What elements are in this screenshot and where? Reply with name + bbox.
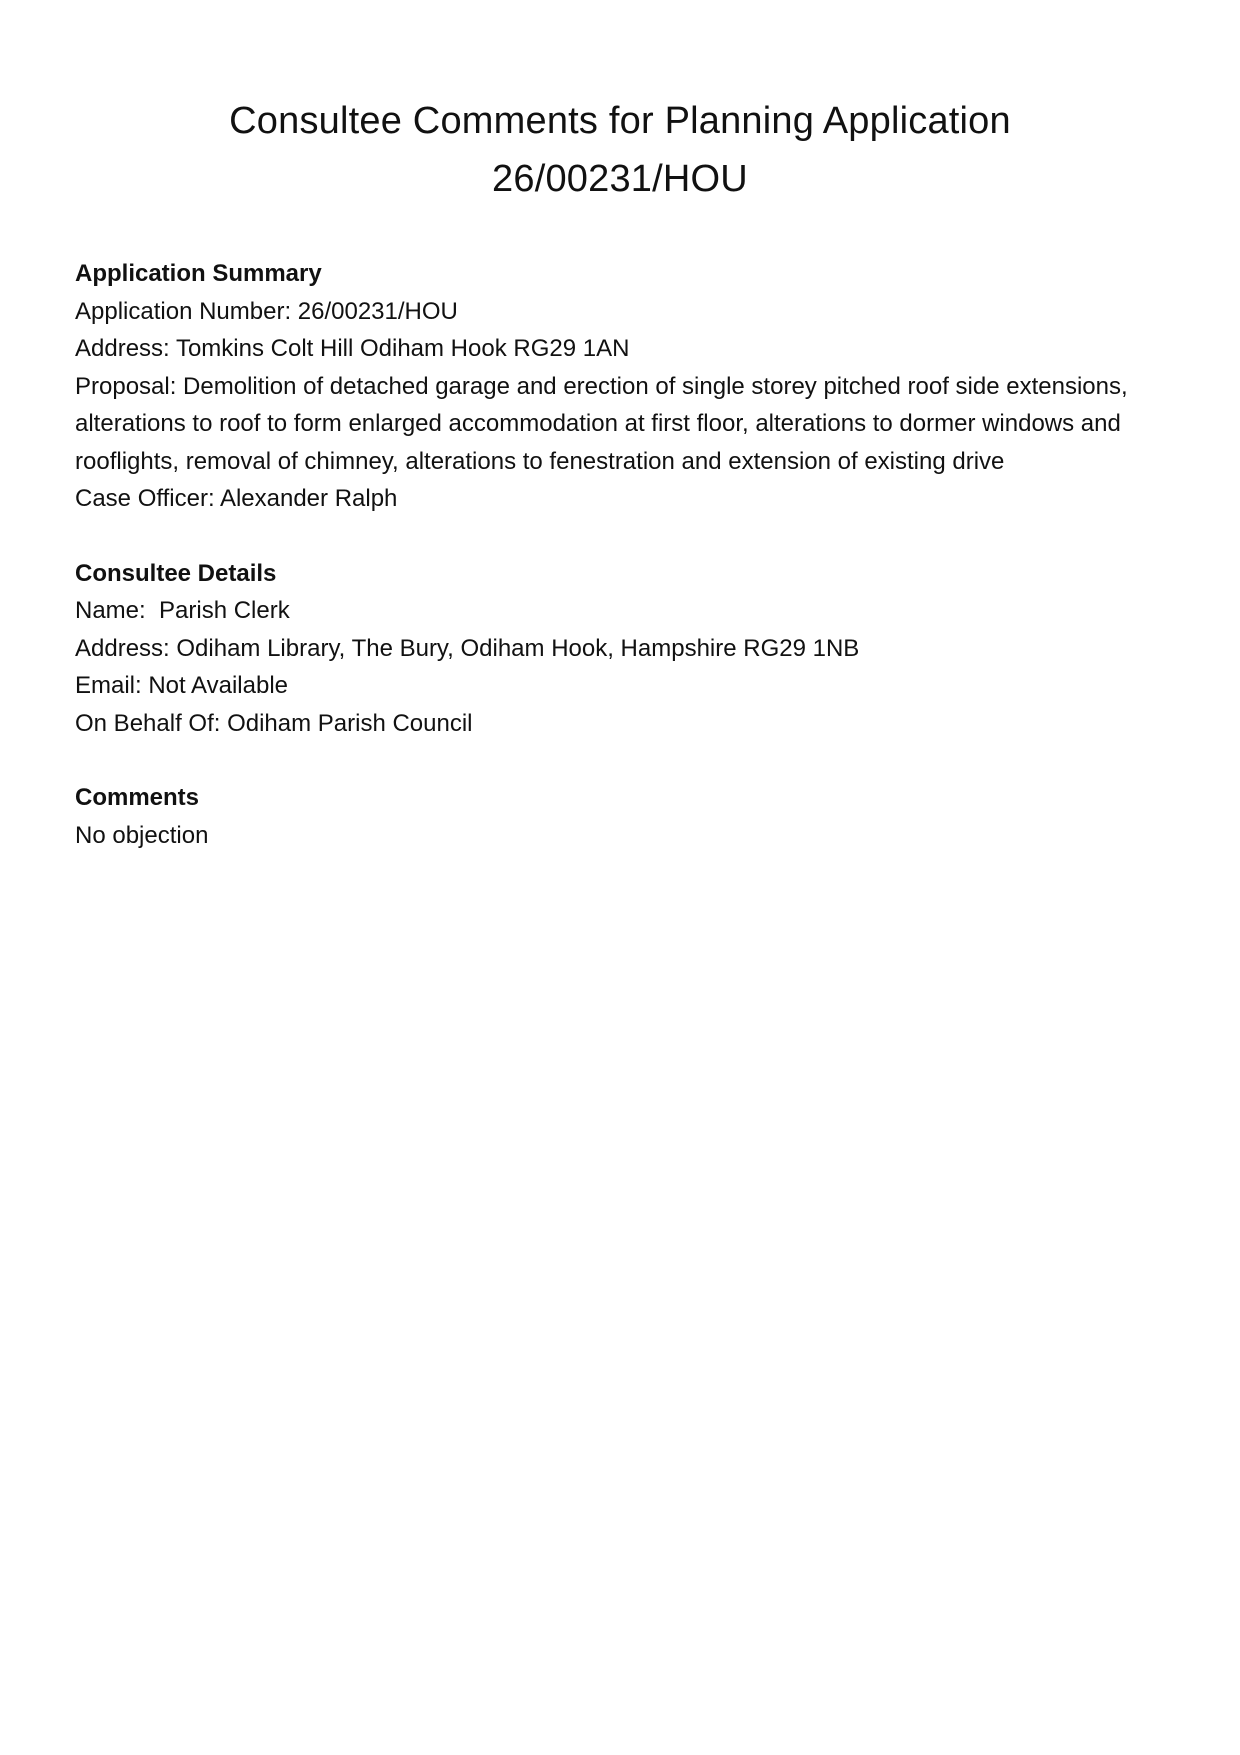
case-officer: Case Officer: Alexander Ralph	[75, 485, 398, 512]
application-summary-section	[75, 255, 1165, 518]
application-number: Application Number: 26/00231/HOU	[75, 297, 458, 325]
proposal-text: Proposal: Demolition of detached garage and erection of single storey pitched roof side extensions, alterations to roof to form enlarged accommodation at first floor, alterations to dormer windows and rooflights, removal of chimney, alterations to fenestration and extension of existing drive	[75, 372, 1128, 475]
consultee-address: Address: Odiham Library, The Bury, Odiham Hook, Hampshire RG29 1NB	[75, 634, 860, 662]
consultee-name: Name: Parish Clerk	[75, 597, 290, 624]
comments-text: No objection	[75, 821, 209, 849]
title-line-1: Consultee Comments for Planning Application	[229, 100, 1011, 142]
document-content	[75, 255, 1165, 891]
application-summary-heading: Application Summary	[75, 260, 322, 287]
consultee-email: Email: Not Available	[75, 672, 288, 699]
title-line-2-application-number: 26/00231/HOU	[492, 158, 748, 200]
consultee-details-section	[75, 555, 1165, 743]
page-title	[150, 92, 1090, 208]
consultee-details-heading: Consultee Details	[75, 559, 277, 587]
comments-section	[75, 779, 1165, 854]
comments-heading: Comments	[75, 784, 200, 811]
consultee-on-behalf-of: On Behalf Of: Odiham Parish Council	[75, 709, 473, 737]
application-address: Address: Tomkins Colt Hill Odiham Hook RG29 1AN	[75, 335, 630, 362]
